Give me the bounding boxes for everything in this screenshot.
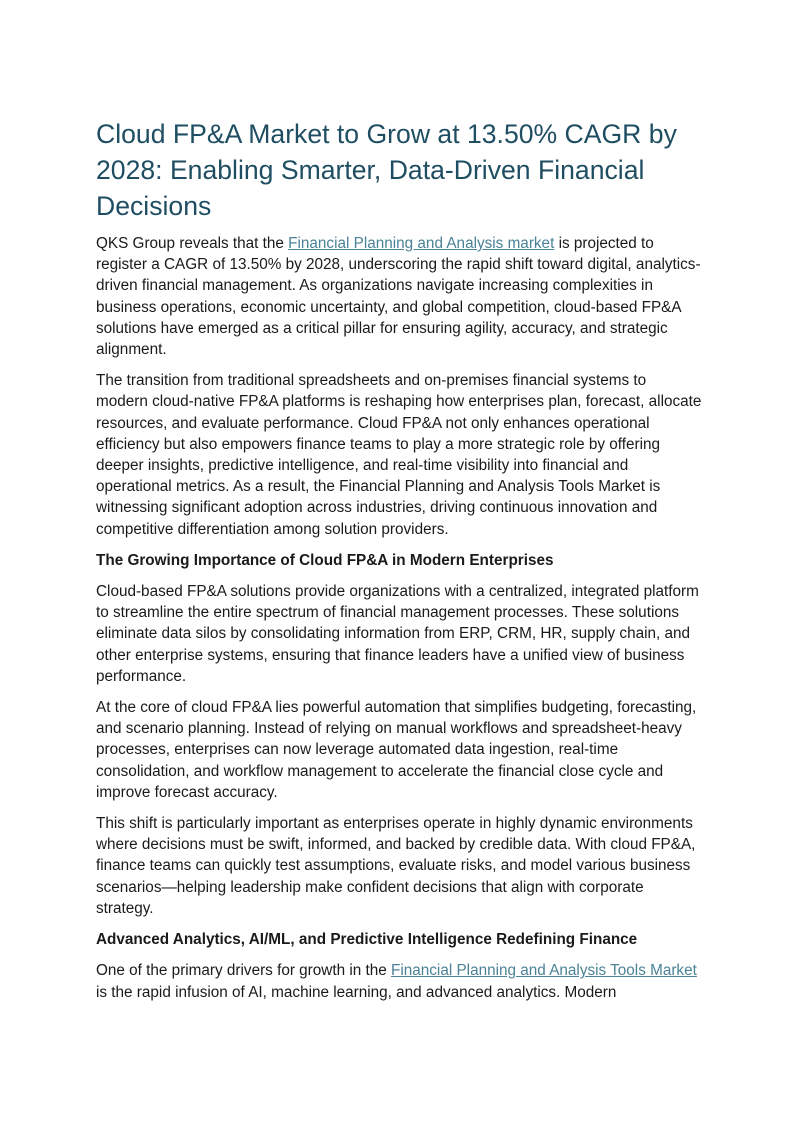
- fpa-market-link[interactable]: Financial Planning and Analysis market: [288, 235, 555, 252]
- paragraph-intro-text-end: is projected to register a CAGR of 13.50% by 2028, underscoring the rapid shift toward digital, analytics-driven financial management. As organizations navigate increasing complexities in business operations, economic uncertainty, and global competition, cloud-based FP&A solutions have emerged as a critical pillar for ensuring agility, accuracy, and strategic alignment.: [96, 235, 701, 359]
- paragraph-intro-text-start: QKS Group reveals that the: [96, 235, 289, 252]
- section-heading-analytics: Advanced Analytics, AI/ML, and Predictive Intelligence Redefining Finance: [96, 931, 638, 949]
- fpa-tools-market-link[interactable]: Financial Planning and Analysis Tools Market: [391, 962, 697, 980]
- paragraph-transition: The transition from traditional spreadsheets and on-premises financial systems to modern cloud-native FP&A platforms is reshaping how enterprises plan, forecast, allocate resources, and evaluate performance. Cloud FP&A not only enhances operational efficiency but also empowers finance teams to play a more strategic role by offering deeper insights, predictive intelligence, and real-time visibility into financial and operational metrics. As a result, the Financial Planning and Analysis Tools Market is witnessing significant adoption across industries, driving continuous innovation and competitive differentiation among solution providers.: [96, 372, 702, 538]
- section-heading-importance: The Growing Importance of Cloud FP&A in Modern Enterprises: [96, 551, 554, 569]
- paragraph-drivers-text-end: is the rapid infusion of AI, machine learning, and advanced analytics. Modern: [96, 983, 617, 1001]
- paragraph-drivers-text-start: One of the primary drivers for growth in the: [96, 962, 392, 980]
- paragraph-drivers: [96, 960, 702, 1002]
- paragraph-centralized-platform: Cloud-based FP&A solutions provide organizations with a centralized, integrated platform to streamline the entire spectrum of financial management processes. These solutions eliminate data silos by consolidating information from ERP, CRM, HR, supply chain, and other enterprise systems, ensuring that finance leaders have a unified view of business performance.: [96, 583, 699, 685]
- paragraph-automation: At the core of cloud FP&A lies powerful automation that simplifies budgeting, forecasting, and scenario planning. Instead of relying on manual workflows and spreadsheet-heavy processes, enterprises can now leverage automated data ingestion, real-time consolidation, and workflow management to accelerate the financial close cycle and improve forecast accuracy.: [96, 699, 697, 801]
- document-page: [96, 116, 702, 1013]
- paragraph-intro: [96, 233, 702, 360]
- document-title: Cloud FP&A Market to Grow at 13.50% CAGR by 2028: Enabling Smarter, Data-Driven Financial Decisions: [96, 119, 677, 221]
- paragraph-dynamic-environments: This shift is particularly important as enterprises operate in highly dynamic environments where decisions must be swift, informed, and backed by credible data. With cloud FP&A, finance teams can quickly test assumptions, evaluate risks, and model various business scenarios—helping leadership make confident decisions that align with corporate strategy.: [96, 815, 696, 917]
